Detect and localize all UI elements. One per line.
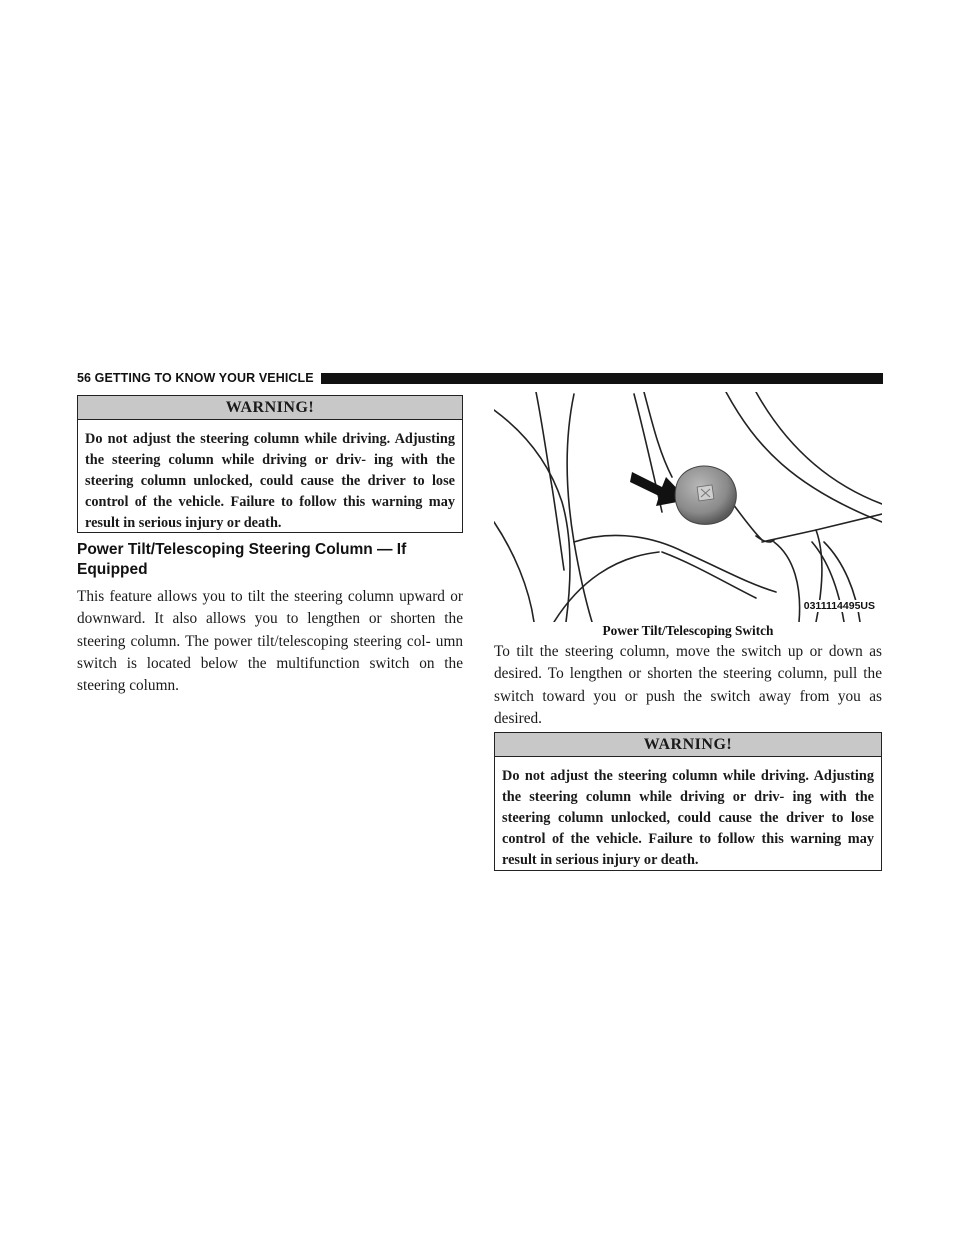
section-heading: Power Tilt/Telescoping Steering Column — If Equipped <box>77 541 407 578</box>
warning-title: WARNING! <box>78 396 462 420</box>
warning-text: Do not adjust the steering column while driving. Adjusting the steering column while driving or driv- ing with the steering column unlocked, could cause the driver to lose control of the vehicle. Failure to follow this warning may result in serious injury or death. <box>85 431 455 531</box>
switch-knob-icon <box>675 466 736 524</box>
instructions-paragraph: To tilt the steering column, move the switch up or down as desired. To lengthen or shorten the steering column, pull the switch toward you or push the switch away from you as desired. <box>494 643 882 727</box>
figure-code: 0311114495US <box>803 600 875 612</box>
steering-column-illustration <box>494 392 882 622</box>
warning-box-bottom <box>494 732 882 871</box>
page-header <box>77 371 883 385</box>
page-number-section-label: 56 GETTING TO KNOW YOUR VEHICLE <box>77 371 314 385</box>
header-rule <box>321 373 883 384</box>
warning-text: Do not adjust the steering column while driving. Adjusting the steering column while driving or driv- ing with the steering column unlocked, could cause the driver to lose control of the vehicle. Failure to follow this warning may result in serious injury or death. <box>502 768 874 868</box>
figure-power-tilt-switch <box>494 392 882 622</box>
section-paragraph: This feature allows you to tilt the steering column upward or downward. It also allows you to lengthen or shorten the steering column. The power tilt/telescoping steering col- umn switch is located below the multifunction switch on the steering column. <box>77 588 463 695</box>
figure-caption: Power Tilt/Telescoping Switch <box>602 623 774 638</box>
warning-box-top <box>77 395 463 533</box>
warning-title: WARNING! <box>495 733 881 757</box>
